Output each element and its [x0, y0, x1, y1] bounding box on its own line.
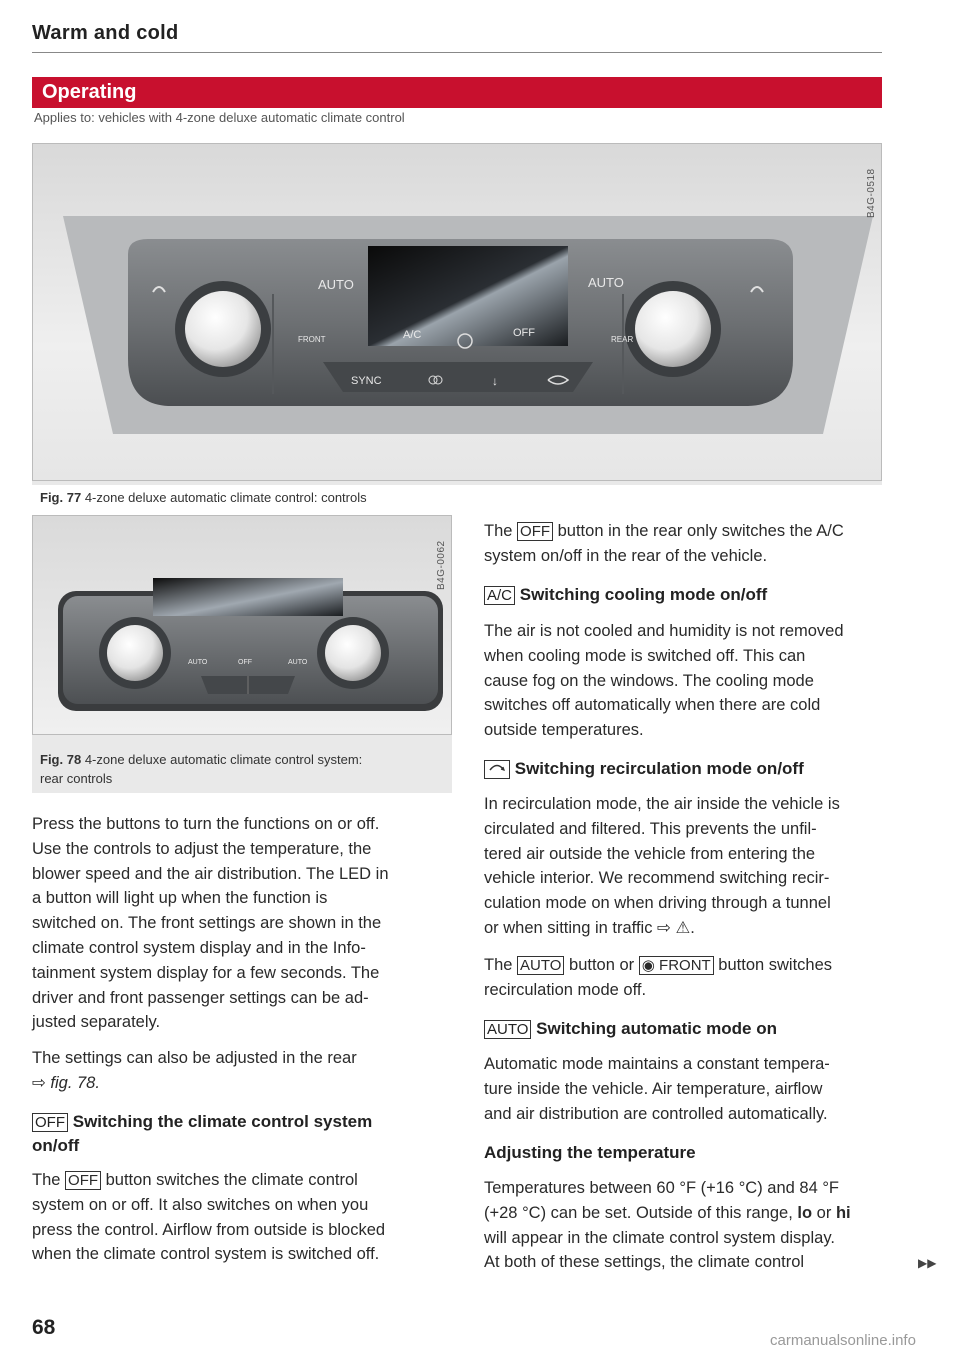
off-key-inline: OFF	[65, 1171, 101, 1190]
page-number: 68	[32, 1316, 56, 1339]
rear-off-paragraph: The OFF button in the rear only switches the A/C system on/off in the rear of the vehicle.	[484, 522, 844, 565]
auto-right-label: AUTO	[588, 275, 624, 290]
off-key: OFF	[32, 1113, 68, 1132]
rear-label: REAR	[611, 335, 634, 344]
recirculation-paragraph: In recirculation mode, the air inside the vehicle is circulated and filtered. This prevents the unfil- tered air outside the vehicle from entering the vehicle interior. We recommend switching recir- culation mode on when driving through a tunnel or when sitting in traffic ⇨ ⚠.	[484, 795, 840, 937]
front-key: ◉ FRONT	[639, 956, 714, 975]
ac-paragraph: The air is not cooled and humidity is not removed when cooling mode is switched off. This can cause fog on the windows. The cooling mode switches off automatically when there are cold outside temperatures.	[484, 622, 844, 740]
warning-triangle-icon[interactable]: ⚠	[675, 918, 691, 937]
front-defrost-icon: ◉	[641, 957, 655, 974]
watermark: carmanualsonline.info	[770, 1332, 916, 1349]
ac-label: A/C	[403, 329, 422, 341]
off-label: OFF	[513, 327, 535, 339]
figure-77-caption: Fig. 77 4-zone deluxe automatic climate control: controls	[40, 490, 367, 505]
svg-text:↓: ↓	[492, 374, 498, 388]
sync-label: SYNC	[351, 375, 382, 387]
figure-78-image	[32, 515, 452, 735]
rear-off-label: OFF	[238, 659, 252, 666]
recirculation-icon	[484, 760, 510, 779]
figure-77-image	[32, 143, 882, 481]
intro-paragraph: Press the buttons to turn the functions on or off. Use the controls to adjust the temperature, the blower speed and the air distribution. The LED in a button will light up when the function is switched on. The front settings are shown in the climate control system display and in the Info- tainment system display for a few seconds. The driver and front passenger settings can be ad- justed separately.	[32, 815, 389, 1032]
heading-recirculation: Switching recirculation mode on/off	[484, 757, 884, 781]
front-climate-panel-illustration	[33, 144, 881, 480]
rear-climate-panel-illustration	[33, 516, 451, 734]
banner-title: Operating	[42, 81, 137, 103]
continue-arrow-icon: ▶▶	[918, 1256, 937, 1270]
rear-settings-paragraph: The settings can also be adjusted in the rear ⇨ fig. 78.	[32, 1049, 357, 1092]
rear-off-key: OFF	[517, 522, 553, 541]
heading-off: OFF Switching the climate control system on/off	[32, 1112, 373, 1155]
figure-78-caption: Fig. 78 4-zone deluxe automatic climate control system:	[40, 752, 363, 767]
section-header: Warm and cold	[32, 22, 179, 44]
fig-78-reference-link[interactable]: ⇨ fig. 78.	[32, 1073, 100, 1092]
header-divider	[32, 52, 882, 53]
auto-key-heading: AUTO	[484, 1020, 531, 1039]
temperature-paragraph: Temperatures between 60 °F (+16 °C) and 84 °F (+28 °C) can be set. Outside of this range, lo or hi will appear in the climate control system display. At both of these settings, the climate control	[484, 1179, 851, 1272]
heading-ac: A/C Switching cooling mode on/off	[484, 583, 884, 607]
applies-to-note: Applies to: vehicles with 4-zone deluxe automatic climate control	[34, 110, 405, 125]
rear-auto-left-label: AUTO	[188, 659, 208, 666]
front-label: FRONT	[298, 335, 326, 344]
rear-auto-right-label: AUTO	[288, 659, 308, 666]
auto-key: AUTO	[517, 956, 564, 975]
section-banner	[32, 77, 882, 108]
figure-78-caption-line2: rear controls	[40, 771, 113, 786]
off-paragraph: The OFF button switches the climate control system on or off. It also switches on when you press the control. Airflow from outside is blocked when the climate control system is switched off.	[32, 1171, 386, 1264]
ac-key: A/C	[484, 586, 515, 605]
auto-front-paragraph: The AUTO button or ◉ FRONT button switches recirculation mode off.	[484, 956, 833, 999]
heading-temperature: Adjusting the temperature	[484, 1143, 696, 1162]
auto-left-label: AUTO	[318, 277, 354, 292]
auto-mode-paragraph: Automatic mode maintains a constant tempera- ture inside the vehicle. Air temperature, airflow and air distribution are controlled automatically.	[484, 1055, 830, 1123]
heading-auto: AUTO Switching automatic mode on	[484, 1017, 884, 1041]
figure-78-code: B4G-0062	[436, 540, 447, 590]
figure-77-code: B4G-0518	[866, 168, 877, 218]
